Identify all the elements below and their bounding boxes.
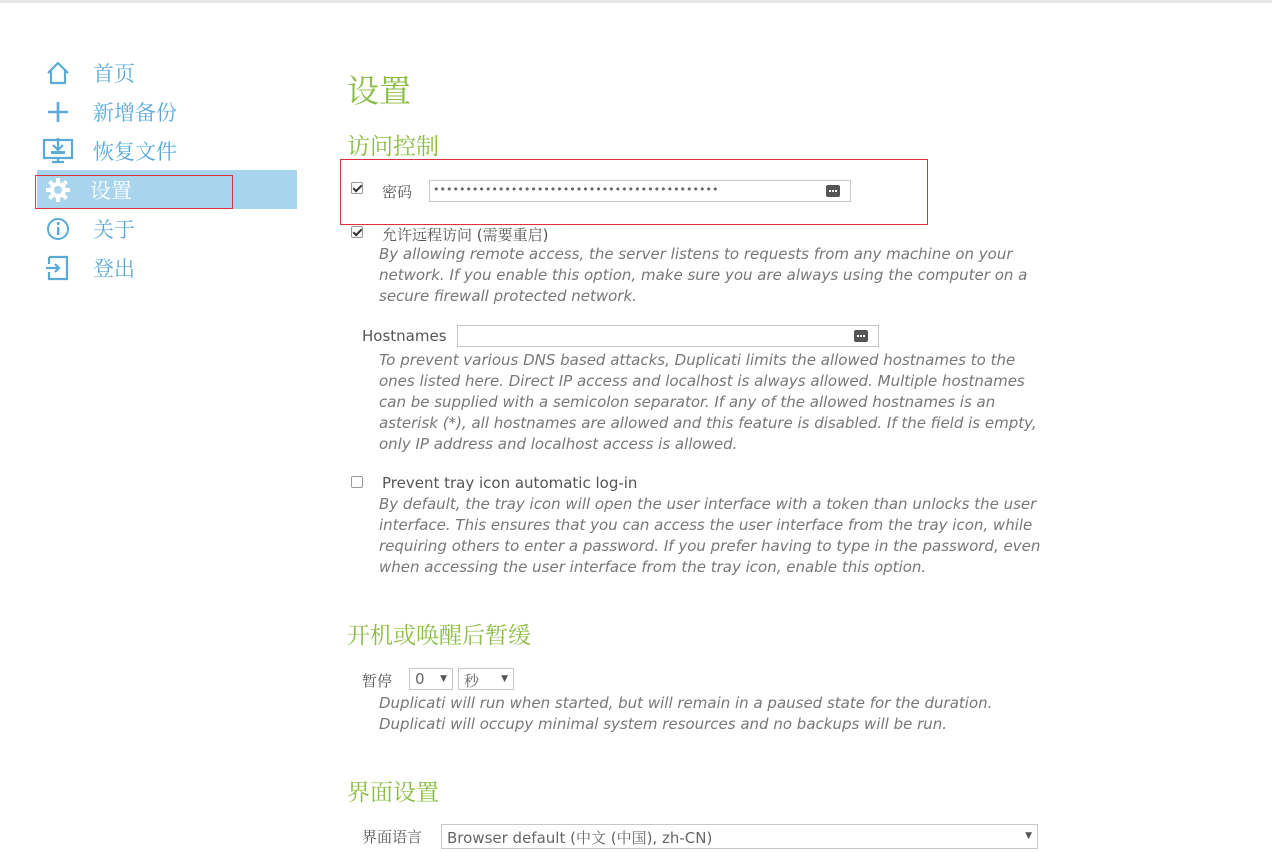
tray-login-checkbox[interactable]: [351, 476, 363, 488]
password-label: 密码: [382, 183, 413, 201]
dropdown-arrow-icon: ▼: [440, 674, 447, 684]
pause-amount-select[interactable]: 0 ▼: [409, 668, 453, 690]
sidebar-item-label: 新增备份: [93, 100, 177, 125]
dropdown-arrow-icon: ▼: [1025, 831, 1032, 841]
sidebar-item-add-backup[interactable]: [40, 92, 297, 131]
remote-access-label: 允许远程访问 (需要重启): [382, 226, 549, 244]
restore-icon: [40, 135, 76, 167]
sidebar-item-label: 设置: [90, 178, 132, 203]
remote-access-description: By allowing remote access, the server listens to requests from any machine on your network. If you enable this option, make sure you are always using the computer on a secure firewall protected network.: [379, 245, 1028, 305]
page-title: 设置: [347, 72, 412, 110]
sidebar-item-restore[interactable]: [40, 131, 297, 170]
language-label: 界面语言: [362, 828, 423, 846]
password-checkbox[interactable]: [351, 182, 363, 194]
pause-unit-select[interactable]: 秒 ▼: [458, 668, 514, 690]
sidebar-item-label: 登出: [93, 256, 135, 281]
tray-login-label: Prevent tray icon automatic log-in: [382, 474, 638, 492]
pause-label: 暂停: [362, 672, 393, 690]
pause-description: Duplicati will run when started, but will remain in a paused state for the duration. Duplicati will occupy minimal system resources and no backups will be run.: [379, 694, 993, 733]
logout-icon: [40, 252, 76, 284]
hostnames-label: Hostnames: [362, 327, 447, 345]
hostnames-description: To prevent various DNS based attacks, Duplicati limits the allowed hostnames to the ones listed here. Direct IP access and localhost is always allowed. Multiple hostnames can be supplied with a semicolon separator. If any of the allowed hostnames is an asterisk (*), all hostnames are allowed and this feature is disabled. If the field is empty, only IP address and localhost access is allowed.: [379, 351, 1037, 453]
section-heading-access-control: 访问控制: [347, 134, 439, 160]
plus-icon: [40, 96, 76, 128]
sidebar-item-label: 恢复文件: [93, 139, 177, 164]
tray-login-description: By default, the tray icon will open the user interface with a token than unlocks the user interface. This ensures that you can access the user interface from the tray icon, while requiring others to enter a password. If you prefer having to type in the password, even when accessing the user interface from the tray icon, enable this option.: [379, 495, 1041, 576]
sidebar-item-logout[interactable]: [40, 248, 297, 287]
password-field[interactable]: [429, 180, 851, 202]
sidebar-item-about[interactable]: [40, 209, 297, 248]
sidebar-item-label: 关于: [93, 217, 135, 242]
password-value: ••••••••••••••••••••••••••••••••••••••••••••: [433, 183, 719, 196]
more-icon[interactable]: [826, 185, 840, 197]
info-icon: [40, 213, 76, 245]
sidebar-item-label: 首页: [93, 61, 135, 86]
more-icon[interactable]: [854, 330, 868, 342]
remote-access-checkbox[interactable]: [351, 226, 363, 238]
hostnames-field[interactable]: [457, 325, 879, 347]
home-icon: [40, 57, 76, 89]
highlight-outline: [35, 175, 233, 209]
section-heading-pause: 开机或唤醒后暂缓: [347, 623, 531, 649]
top-border: [0, 0, 1272, 3]
dropdown-arrow-icon: ▼: [501, 674, 508, 684]
sidebar-item-home[interactable]: [40, 53, 297, 92]
section-heading-ui-settings: 界面设置: [347, 780, 439, 806]
language-select[interactable]: Browser default (中文 (中国), zh-CN) ▼: [441, 824, 1038, 849]
